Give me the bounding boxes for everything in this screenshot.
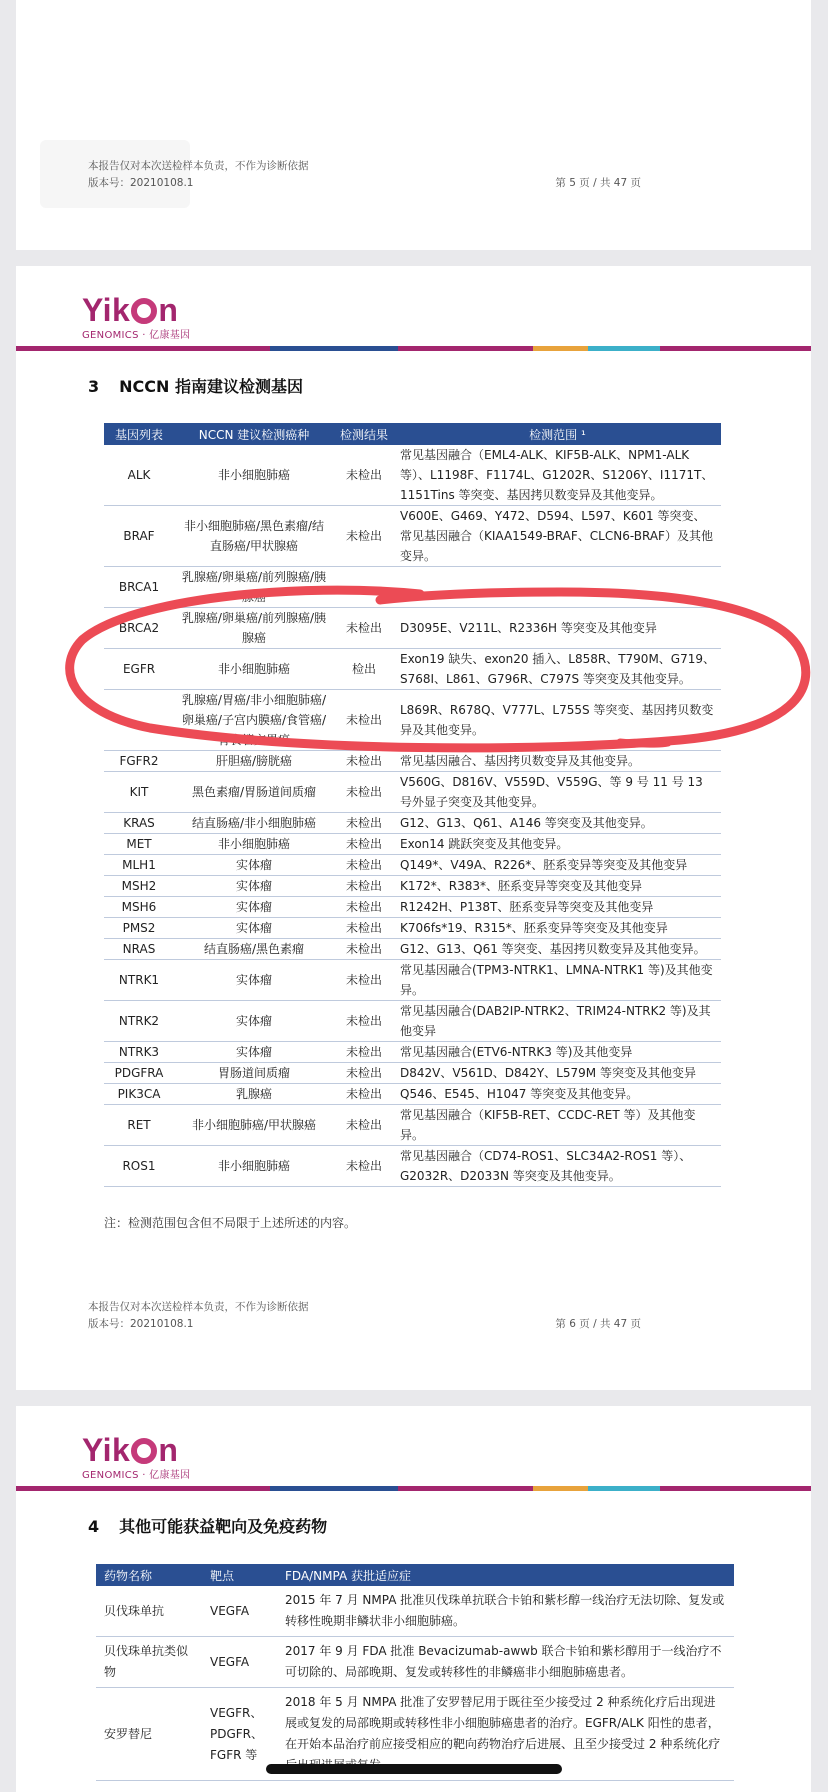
- header-scope: 检测范围 ¹: [394, 423, 721, 445]
- gene-cell: PDGFRA: [104, 1063, 174, 1084]
- result-cell: 未检出: [334, 855, 394, 876]
- table-header-row: [96, 1564, 734, 1586]
- scope-cell: 常见基因融合(DAB2IP-NTRK2、TRIM24-NTRK2 等)及其他变异: [394, 1001, 721, 1042]
- page-footer: [88, 1299, 641, 1333]
- page-footer: [88, 158, 641, 192]
- gene-cell: EGFR: [104, 649, 174, 690]
- color-band: [16, 346, 811, 351]
- scope-cell: 常见基因融合(TPM3-NTRK1、LMNA-NTRK1 等)及其他变异。: [394, 960, 721, 1001]
- table-row: [104, 960, 721, 1001]
- indication-cell: 2017 年 9 月 FDA 批准 Bevacizumab-awwb 联合卡铂和紫杉醇用于一线治疗不可切除的、局部晚期、复发或转移性的非鳞癌非小细胞肺癌患者。: [277, 1637, 734, 1688]
- yikon-logo: Yik n GENOMICS · 亿康基因: [82, 1432, 191, 1481]
- cancer-cell: 非小细胞肺癌/黑色素瘤/结直肠癌/甲状腺癌: [174, 506, 334, 567]
- table-row: [104, 897, 721, 918]
- drug-cell: 贝伐珠单抗类似物: [96, 1637, 202, 1688]
- table-row: [104, 690, 721, 751]
- target-cell: VEGFA: [202, 1637, 277, 1688]
- result-cell: 未检出: [334, 1042, 394, 1063]
- scope-cell: V600E、G469、Y472、D594、L597、K601 等突变、常见基因融合（KIAA1549-BRAF、CLCN6-BRAF）及其他变异。: [394, 506, 721, 567]
- gene-cell: BRAF: [104, 506, 174, 567]
- scope-cell: Q546、E545、H1047 等突变及其他变异。: [394, 1084, 721, 1105]
- cancer-cell: 非小细胞肺癌: [174, 445, 334, 506]
- page-number: 第 5 页 / 共 47 页: [555, 177, 641, 189]
- table-header-row: [104, 423, 721, 445]
- report-page-5: [16, 0, 811, 250]
- indication-cell: 2018 年 5 月 NMPA 批准了安罗替尼用于既往至少接受过 2 种系统化疗后出现进展或复发的局部晚期或转移性非小细胞肺癌患者的治疗。EGFR/ALK 阳性的患者，在开始本品治疗前应接受相应的靶向药物治疗后进展、且至少接受过 2 种系统化疗: [277, 1688, 734, 1781]
- cancer-cell: 胃肠道间质瘤: [174, 1063, 334, 1084]
- result-cell: 未检出: [334, 1105, 394, 1146]
- gene-cell: ALK: [104, 445, 174, 506]
- cancer-cell: 实体瘤: [174, 1042, 334, 1063]
- gene-cell: NTRK3: [104, 1042, 174, 1063]
- result-cell: 未检出: [334, 690, 394, 751]
- footer-version: 版本号：20210108.1: [88, 177, 194, 189]
- table-row: [104, 834, 721, 855]
- scope-cell: 常见基因融合（EML4-ALK、KIF5B-ALK、NPM1-ALK 等）、L1198F、F1174L、G1202R、S1206Y、I1171T、1151Tins 等突变、基因拷贝数变异及其他变异。: [394, 445, 721, 506]
- result-cell: 未检出: [334, 445, 394, 506]
- result-cell: 未检出: [334, 939, 394, 960]
- table-row: [104, 813, 721, 834]
- table-row: [104, 751, 721, 772]
- table-row: [104, 1001, 721, 1042]
- home-indicator[interactable]: [266, 1764, 562, 1774]
- table-row: [104, 1042, 721, 1063]
- table-row: [104, 939, 721, 960]
- gene-cell: MSH2: [104, 876, 174, 897]
- header-drug: 药物名称: [96, 1564, 202, 1586]
- gene-cell: KIT: [104, 772, 174, 813]
- scope-cell: V560G、D816V、V559D、V559G、等 9 号 11 号 13 号外显子突变及其他变异。: [394, 772, 721, 813]
- scope-cell: [394, 567, 721, 608]
- cancer-cell: 非小细胞肺癌: [174, 834, 334, 855]
- scope-cell: Q149*、V49A、R226*、胚系变异等突变及其他变异: [394, 855, 721, 876]
- scope-cell: Exon19 缺失、exon20 插入、L858R、T790M、G719、S768I、L861、G796R、C797S 等突变及其他变异。: [394, 649, 721, 690]
- gene-cell: PIK3CA: [104, 1084, 174, 1105]
- section-title: 3 NCCN 指南建议检测基因: [88, 377, 303, 396]
- cancer-cell: 乳腺癌/卵巢癌/前列腺癌/胰腺癌: [174, 608, 334, 649]
- logo-subtitle: GENOMICS · 亿康基因: [82, 1470, 191, 1481]
- scope-cell: L869R、R678Q、V777L、L755S 等突变、基因拷贝数变异及其他变异。: [394, 690, 721, 751]
- header-cancer: NCCN 建议检测癌种: [174, 423, 334, 445]
- target-cell: VEGFA: [202, 1586, 277, 1637]
- cancer-cell: 乳腺癌: [174, 1084, 334, 1105]
- result-cell: 未检出: [334, 918, 394, 939]
- cancer-cell: 结直肠癌/非小细胞肺癌: [174, 813, 334, 834]
- result-cell: 未检出: [334, 506, 394, 567]
- result-cell: 未检出: [334, 813, 394, 834]
- scope-cell: 常见基因融合、基因拷贝数变异及其他变异。: [394, 751, 721, 772]
- gene-cell: NRAS: [104, 939, 174, 960]
- scope-cell: G12、G13、Q61 等突变、基因拷贝数变异及其他变异。: [394, 939, 721, 960]
- table-note: 注：检测范围包含但不局限于上述所述的内容。: [104, 1216, 357, 1230]
- cancer-cell: 结直肠癌/黑色素瘤: [174, 939, 334, 960]
- logo-ring-icon: [131, 1438, 157, 1464]
- scope-cell: K172*、R383*、胚系变异等突变及其他变异: [394, 876, 721, 897]
- table-row: [104, 567, 721, 608]
- scope-cell: R1242H、P138T、胚系变异等突变及其他变异: [394, 897, 721, 918]
- cancer-cell: 乳腺癌/卵巢癌/前列腺癌/胰腺癌: [174, 567, 334, 608]
- drug-table: [96, 1564, 734, 1781]
- logo-ring-icon: [131, 298, 157, 324]
- result-cell: 未检出: [334, 960, 394, 1001]
- gene-cell: RET: [104, 1105, 174, 1146]
- result-cell: 未检出: [334, 1001, 394, 1042]
- gene-cell: KRAS: [104, 813, 174, 834]
- scope-cell: 常见基因融合（KIF5B-RET、CCDC-RET 等）及其他变异。: [394, 1105, 721, 1146]
- scope-cell: 常见基因融合（CD74-ROS1、SLC34A2-ROS1 等）、G2032R、D2033N 等突变及其他变异。: [394, 1146, 721, 1187]
- result-cell: 未检出: [334, 1146, 394, 1187]
- cancer-cell: 非小细胞肺癌: [174, 1146, 334, 1187]
- gene-cell: NTRK1: [104, 960, 174, 1001]
- table-row: [104, 649, 721, 690]
- gene-cell: MLH1: [104, 855, 174, 876]
- result-cell: 未检出: [334, 608, 394, 649]
- cancer-cell: 实体瘤: [174, 855, 334, 876]
- cancer-cell: 乳腺癌/胃癌/非小细胞肺癌/卵巢癌/子宫内膜癌/食管癌/胃食管交界癌: [174, 690, 334, 751]
- result-cell: 未检出: [334, 897, 394, 918]
- table-row: [104, 772, 721, 813]
- target-cell: VEGFR、PDGFR、FGFR 等: [202, 1688, 277, 1781]
- result-cell: 未检出: [334, 772, 394, 813]
- section-title: 4 其他可能获益靶向及免疫药物: [88, 1517, 328, 1536]
- result-cell: 未检出: [334, 1084, 394, 1105]
- table-row: [104, 506, 721, 567]
- cancer-cell: 实体瘤: [174, 876, 334, 897]
- table-row: [104, 1084, 721, 1105]
- indication-cell: 2015 年 7 月 NMPA 批准贝伐珠单抗联合卡铂和紫杉醇一线治疗无法切除、复发或转移性晚期非鳞状非小细胞肺癌。: [277, 1586, 734, 1637]
- gene-cell: MSH6: [104, 897, 174, 918]
- table-row: [104, 608, 721, 649]
- cancer-cell: 黑色素瘤/胃肠道间质瘤: [174, 772, 334, 813]
- page-number: 第 6 页 / 共 47 页: [555, 1318, 641, 1330]
- result-cell: 未检出: [334, 834, 394, 855]
- result-cell: 检出: [334, 649, 394, 690]
- header-target: 靶点: [202, 1564, 277, 1586]
- table-row: [104, 855, 721, 876]
- cancer-cell: 实体瘤: [174, 897, 334, 918]
- drug-cell: 贝伐珠单抗: [96, 1586, 202, 1637]
- cancer-cell: 实体瘤: [174, 918, 334, 939]
- cancer-cell: 非小细胞肺癌/甲状腺癌: [174, 1105, 334, 1146]
- table-row: [96, 1637, 734, 1688]
- gene-cell: BRCA2: [104, 608, 174, 649]
- footer-version: 版本号：20210108.1: [88, 1318, 194, 1330]
- gene-cell: MET: [104, 834, 174, 855]
- cancer-cell: 非小细胞肺癌: [174, 649, 334, 690]
- header-indication: FDA/NMPA 获批适应症: [277, 1564, 734, 1586]
- footer-disclaimer: 本报告仅对本次送检样本负责，不作为诊断依据: [88, 160, 309, 172]
- scope-cell: D3095E、V211L、R2336H 等突变及其他变异: [394, 608, 721, 649]
- result-cell: 未检出: [334, 1063, 394, 1084]
- gene-cell: FGFR2: [104, 751, 174, 772]
- nccn-gene-table: [104, 423, 721, 1187]
- gene-cell: PMS2: [104, 918, 174, 939]
- scope-cell: G12、G13、Q61、A146 等突变及其他变异。: [394, 813, 721, 834]
- gene-cell: ROS1: [104, 1146, 174, 1187]
- table-row: [96, 1586, 734, 1637]
- scope-cell: K706fs*19、R315*、胚系变异等突变及其他变异: [394, 918, 721, 939]
- footer-disclaimer: 本报告仅对本次送检样本负责，不作为诊断依据: [88, 1301, 309, 1313]
- cancer-cell: 实体瘤: [174, 1001, 334, 1042]
- cancer-cell: 肝胆癌/膀胱癌: [174, 751, 334, 772]
- scope-cell: Exon14 跳跃突变及其他变异。: [394, 834, 721, 855]
- gene-cell: [104, 690, 174, 751]
- logo-subtitle: GENOMICS · 亿康基因: [82, 330, 191, 341]
- table-row: [104, 876, 721, 897]
- result-cell: [334, 567, 394, 608]
- gene-cell: BRCA1: [104, 567, 174, 608]
- cancer-cell: 实体瘤: [174, 960, 334, 1001]
- table-row: [104, 1105, 721, 1146]
- drug-cell: 安罗替尼: [96, 1688, 202, 1781]
- report-page-7: [16, 1406, 811, 1792]
- scope-cell: 常见基因融合(ETV6-NTRK3 等)及其他变异: [394, 1042, 721, 1063]
- gene-cell: NTRK2: [104, 1001, 174, 1042]
- yikon-logo: Yik n GENOMICS · 亿康基因: [82, 292, 191, 341]
- result-cell: 未检出: [334, 876, 394, 897]
- scope-cell: D842V、V561D、D842Y、L579M 等突变及其他变异: [394, 1063, 721, 1084]
- table-row: [104, 1146, 721, 1187]
- table-row: [104, 445, 721, 506]
- result-cell: 未检出: [334, 751, 394, 772]
- header-result: 检测结果: [334, 423, 394, 445]
- table-row: [104, 1063, 721, 1084]
- table-row: [104, 918, 721, 939]
- color-band: [16, 1486, 811, 1491]
- header-gene: 基因列表: [104, 423, 174, 445]
- report-page-6: [16, 266, 811, 1390]
